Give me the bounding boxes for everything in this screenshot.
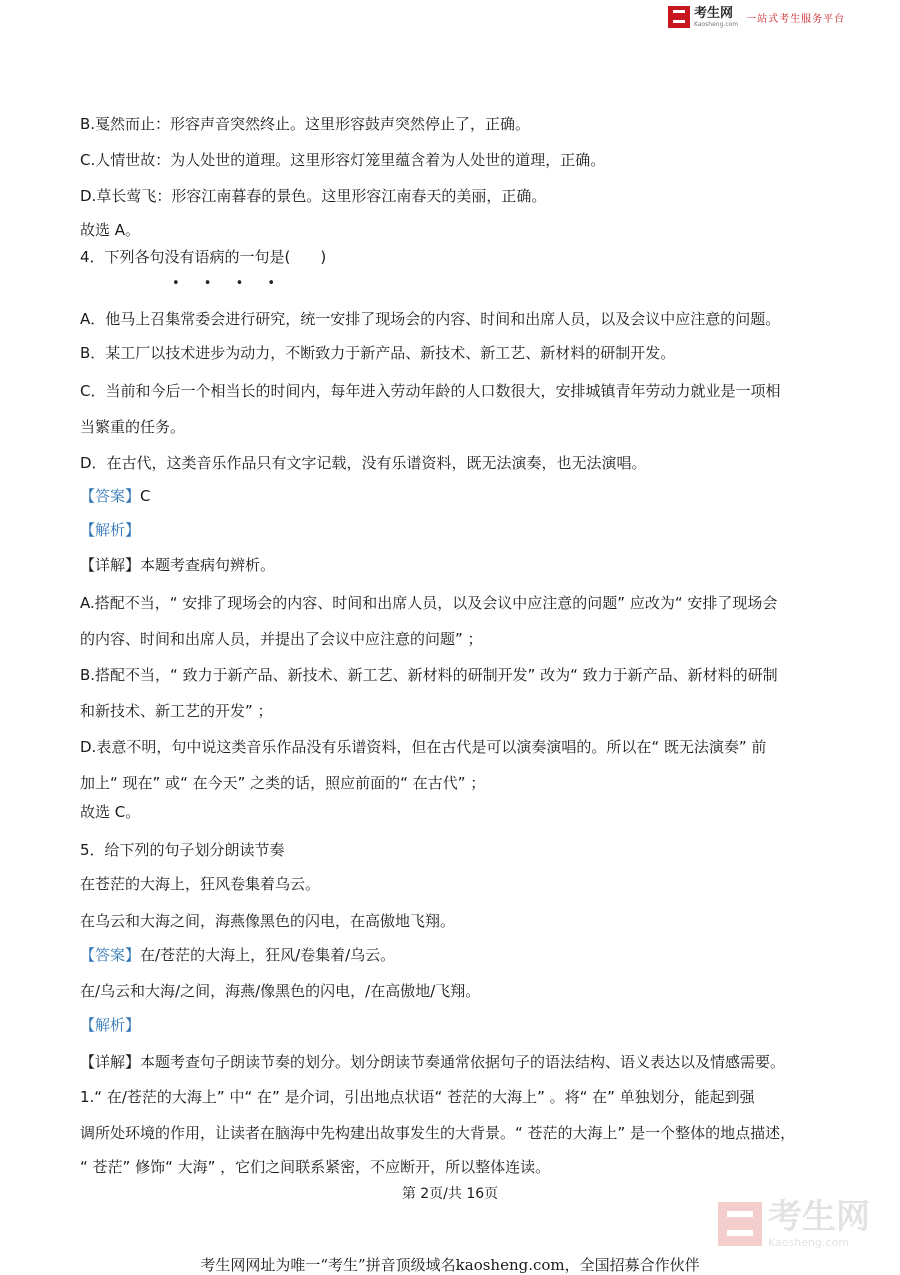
question-5-stem: 5．给下列的句子划分朗读节奏 [80, 841, 285, 859]
site-logo [668, 6, 845, 28]
watermark-name: 考生网 [768, 1197, 870, 1237]
kaosheng-logo-icon [668, 6, 690, 28]
answer-value: C [140, 487, 151, 505]
text-line: 在/乌云和大海/之间，海燕/像黑色的闪电，/在高傲地/飞翔。 [80, 982, 481, 1000]
question-4-stem: 4．下列各句没有语病的一句是( ) [80, 248, 327, 266]
option-c-cont: 当繁重的任务。 [80, 418, 186, 436]
text-line: 【详解】本题考查病句辨析。 [80, 556, 276, 574]
answer-row [80, 945, 395, 965]
text-line: 1.“ 在/苍茫的大海上” 中“ 在” 是介词，引出地点状语“ 苍茫的大海上” 。将“ 在” 单独划分，能起到强 [80, 1088, 755, 1106]
logo-domain: Kaosheng.com [694, 20, 739, 28]
text-line: B.搭配不当，“ 致力于新产品、新技术、新工艺、新材料的研制开发” 改为“ 致力于新产品、新材料的研制 [80, 666, 778, 684]
watermark-logo-icon [718, 1202, 762, 1246]
answer-label: 【答案】 [80, 946, 141, 964]
logo-slogan: 一站式考生服务平台 [746, 13, 846, 25]
answer-value: 在/苍茫的大海上，狂风/卷集着/乌云。 [140, 946, 396, 964]
option-b: B．某工厂以技术进步为动力，不断致力于新产品、新技术、新工艺、新材料的研制开发。 [80, 344, 676, 362]
text-line: 故选 A。 [80, 221, 141, 239]
text-line: 在苍茫的大海上，狂风卷集着乌云。 [80, 875, 321, 893]
text-line: C.人情世故：为人处世的道理。这里形容灯笼里蕴含着为人处世的道理，正确。 [80, 151, 606, 169]
text-line: D.表意不明，句中说这类音乐作品没有乐谱资料，但在古代是可以演奏演唱的。所以在“ 既无法演奏” 前 [80, 738, 767, 756]
text-line: 加上“ 现在” 或“ 在今天” 之类的话，照应前面的“ 在古代” ； [80, 774, 486, 792]
analysis-label: 【解析】 [80, 1016, 141, 1034]
option-a: A．他马上召集常委会进行研究，统一安排了现场会的内容、时间和出席人员，以及会议中应注意的问题。 [80, 310, 781, 328]
option-c: C．当前和今后一个相当长的时间内，每年进入劳动年龄的人口数很大，安排城镇青年劳动力就业是一项相 [80, 382, 781, 400]
text-line: 和新技术、新工艺的开发” ； [80, 702, 273, 720]
analysis-label: 【解析】 [80, 521, 141, 539]
text-line: D.草长莺飞：形容江南暮春的景色。这里形容江南春天的美丽，正确。 [80, 187, 547, 205]
text-line: “ 苍茫” 修饰“ 大海” ，它们之间联系紧密，不应断开，所以整体连读。 [80, 1158, 551, 1176]
text-line: 【详解】本题考查句子朗读节奏的划分。划分朗读节奏通常依据句子的语法结构、语义表达以及情感需要。 [80, 1053, 786, 1071]
footer-notice: 考生网网址为唯一“考生”拼音顶级域名kaosheng.com，全国招募合作伙伴 [200, 1256, 700, 1274]
option-d: D．在古代，这类音乐作品只有文字记载，没有乐谱资料，既无法演奏，也无法演唱。 [80, 454, 647, 472]
watermark [718, 1197, 870, 1249]
answer-row [80, 486, 151, 506]
text-line: 的内容、时间和出席人员，并提出了会议中应注意的问题” ； [80, 630, 483, 648]
answer-label: 【答案】 [80, 487, 141, 505]
text-line: 在乌云和大海之间，海燕像黑色的闪电，在高傲地飞翔。 [80, 912, 456, 930]
text-line: 调所处环境的作用，让读者在脑海中先构建出故事发生的大背景。“ 苍茫的大海上” 是一个整体的地点描述， [80, 1124, 796, 1142]
text-line: 故选 C。 [80, 803, 141, 821]
watermark-domain: Kaosheng.com [768, 1236, 849, 1249]
emphasis-dots: • • • • [172, 276, 286, 291]
text-line: A.搭配不当，“ 安排了现场会的内容、时间和出席人员，以及会议中应注意的问题” 应改为“ 安排了现场会 [80, 594, 778, 612]
logo-name: 考生网 [694, 5, 734, 21]
page-number: 第 2页/共 16页 [401, 1186, 499, 1202]
text-line: B.戛然而止：形容声音突然终止。这里形容鼓声突然停止了，正确。 [80, 115, 531, 133]
